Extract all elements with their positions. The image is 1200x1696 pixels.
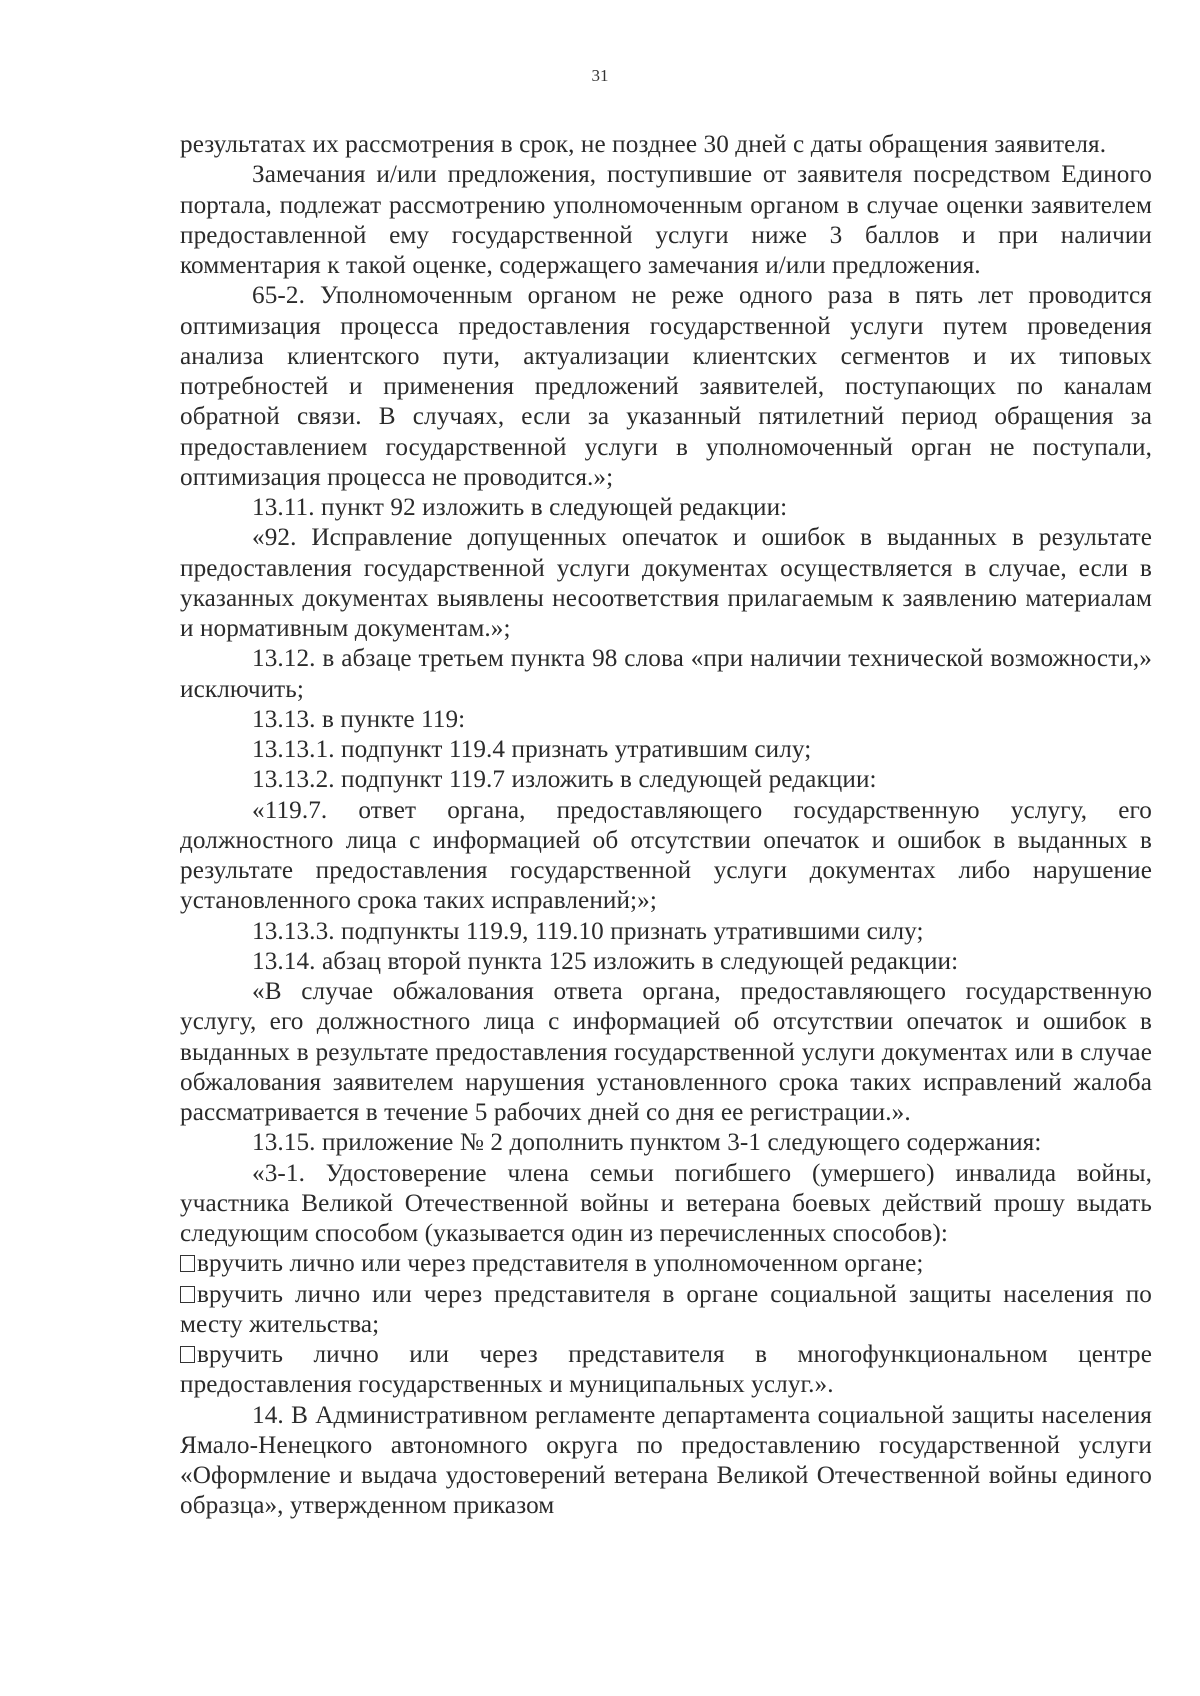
document-body — [180, 130, 1152, 1522]
paragraph-remarks: Замечания и/или предложения, поступившие от заявителя посредством Единого портала, подлежат рассмотрению уполномоченным органом в случае оценки заявителем предоставленной ему государственной услуги ниже 3 баллов и при наличии комментария к такой оценке, содержащего замечания и/или предложения. — [180, 161, 1152, 279]
page-number: 31 — [591, 66, 609, 85]
paragraph-13-11: 13.11. пункт 92 изложить в следующей редакции: — [252, 494, 788, 521]
option-label: вручить лично или через представителя в уполномоченном органе; — [197, 1250, 924, 1278]
paragraph-65-2: 65-2. Уполномоченным органом не реже одного раза в пять лет проводится оптимизация процесса предоставления государственной услуги путем проведения анализа клиентского пути, актуализации клиентских сегментов и их типовых потребностей и применения предложений заявителей, поступающих по каналам обратной связи. В случаях, если за указанный пятилетний период обращения за предоставлением государственной услуги в уполномоченный орган не поступали, оптимизация процесса не проводится.»; — [180, 282, 1152, 491]
option-social-protection-body — [180, 1280, 1152, 1341]
checkbox-icon — [180, 1286, 195, 1303]
option-mfc — [180, 1340, 1152, 1401]
paragraph-13-13-3: 13.13.3. подпункты 119.9, 119.10 признать утратившими силу; — [252, 917, 924, 945]
option-label: вручить лично или через представителя в многофункциональном центре предоставления государственных и муниципальных услуг.». — [180, 1341, 1152, 1399]
paragraph-3-1: «3-1. Удостоверение члена семьи погибшего (умершего) инвалида войны, участника Великой Отечественной войны и ветерана боевых действий прошу выдать следующим способом (указывается один из перечисленных способов): — [180, 1159, 1152, 1247]
paragraph-13-13-2: 13.13.2. подпункт 119.7 изложить в следующей редакции: — [252, 766, 877, 794]
paragraph-92: «92. Исправление допущенных опечаток и ошибок в выданных в результате предоставления государственной услуги документах осуществляется в случае, если в указанных документах выявлены несоответствия прилагаемым к заявлению материалам и нормативным документам.»; — [180, 524, 1152, 642]
paragraph-continuation: результатах их рассмотрения в срок, не позднее 30 дней с даты обращения заявителя. — [180, 131, 1107, 158]
paragraph-13-12: 13.12. в абзаце третьем пункта 98 слова «при наличии технической возможности,» исключить; — [180, 645, 1152, 703]
checkbox-icon — [180, 1346, 195, 1363]
checkbox-icon — [180, 1255, 195, 1272]
paragraph-13-14: 13.14. абзац второй пункта 125 изложить в следующей редакции: — [252, 947, 959, 975]
paragraph-appeal: «В случае обжалования ответа органа, предоставляющего государственную услугу, его должностного лица с информацией об отсутствии опечаток и ошибок в выданных в результате предоставления государственной услуги документах или в случае обжалования заявителем нарушения установленного срока таких исправлений жалоба рассматривается в течение 5 рабочих дней со дня ее регистрации.». — [180, 978, 1152, 1126]
paragraph-119-7: «119.7. ответ органа, предоставляющего государственную услугу, его должностного лица с информацией об отсутствии опечаток и ошибок в выданных в результате предоставления государственной услуги документах либо нарушение установленного срока таких исправлений;»; — [180, 796, 1152, 915]
option-label: вручить лично или через представителя в органе социальной защиты населения по месту жительства; — [180, 1280, 1152, 1338]
paragraph-13-15: 13.15. приложение № 2 дополнить пунктом 3-1 следующего содержания: — [252, 1129, 1042, 1157]
paragraph-14: 14. В Административном регламенте департамента социальной защиты населения Ямало-Ненецкого автономного округа по предоставлению государственной услуги «Оформление и выдача удостоверений ветерана Великой Отечественной войны единого образца», утвержденном приказом — [180, 1401, 1152, 1520]
paragraph-13-13: 13.13. в пункте 119: — [252, 705, 466, 733]
paragraph-13-13-1: 13.13.1. подпункт 119.4 признать утратившим силу; — [252, 736, 812, 763]
option-authorized-body — [180, 1249, 1152, 1279]
